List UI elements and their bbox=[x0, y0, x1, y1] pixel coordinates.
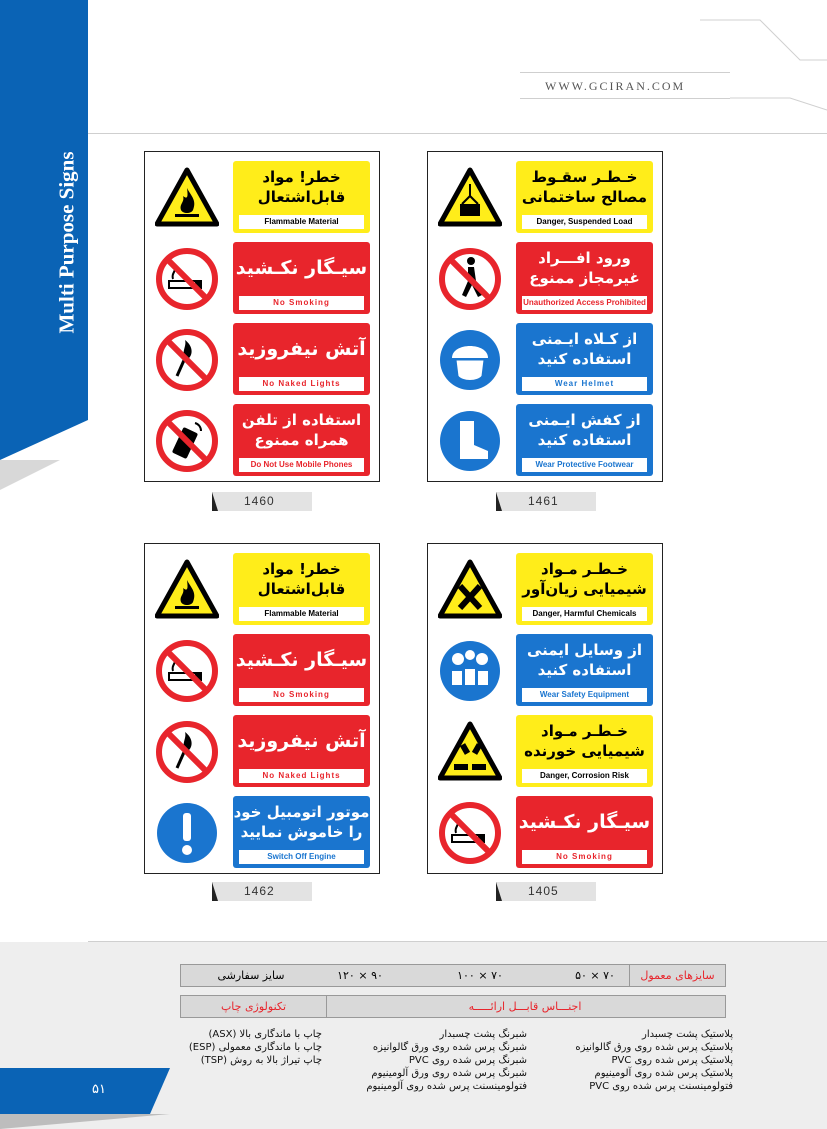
code-marker bbox=[212, 492, 218, 511]
sidebar-band-tip bbox=[0, 420, 88, 460]
sidebar-title: Multi Purpose Signs bbox=[54, 151, 79, 334]
panel-yellow bbox=[233, 553, 370, 625]
code-marker bbox=[496, 882, 502, 901]
panel-blue bbox=[516, 634, 653, 706]
wear-safety-boots-icon bbox=[438, 409, 502, 473]
harmful-chemical-warning-icon bbox=[438, 558, 502, 622]
list-item: پلاستیک پرس شده روی ورق گالوانیزه bbox=[575, 1042, 733, 1053]
list-item: پلاستیک پرس شده روی آلومینیوم bbox=[594, 1068, 733, 1079]
sign-text-fa: از کفش ایـمنی استفاده کنید bbox=[528, 411, 641, 449]
materials-list-reflective bbox=[337, 1028, 527, 1093]
sign-text-fa: استفاده از تلفن همراه ممنوع bbox=[241, 411, 362, 449]
sign-text-en: Flammable Material bbox=[239, 607, 364, 621]
sign-row bbox=[153, 715, 373, 787]
list-item: شبرنگ پرس شده روی PVC bbox=[408, 1055, 527, 1066]
panel-yellow bbox=[516, 715, 653, 787]
sign-row bbox=[153, 242, 373, 314]
sign-text-fa: موتور اتومبیل خود را خاموش نمایید bbox=[233, 803, 370, 841]
sign-row bbox=[436, 715, 656, 787]
sign-text-en: Danger, Harmful Chemicals bbox=[522, 607, 647, 621]
sign-text-en: Wear Protective Footwear bbox=[522, 458, 647, 472]
sign-text-en: Unauthorized Access Prohibited bbox=[522, 296, 647, 310]
sign-text-fa: سیـگار نکـشید bbox=[235, 257, 368, 279]
sign-text-en: Switch Off Engine bbox=[239, 850, 364, 864]
product-code-tab bbox=[212, 882, 312, 901]
no-pedestrian-icon bbox=[438, 247, 502, 311]
sign-text-en: Danger, Suspended Load bbox=[522, 215, 647, 229]
product-code-tab bbox=[496, 882, 596, 901]
sign-text-fa: ورود افـــراد غیرمجاز ممنوع bbox=[529, 249, 640, 287]
no-open-flame-icon bbox=[155, 720, 219, 784]
panel-red bbox=[233, 634, 370, 706]
panel-red bbox=[233, 404, 370, 476]
panel-yellow bbox=[516, 553, 653, 625]
sign-text-fa: خـطـر مـواد شیمیایی خورنده bbox=[524, 722, 645, 760]
sign-row bbox=[153, 796, 373, 868]
sign-text-fa: خطر! مواد قابل‌اشتعال bbox=[257, 168, 346, 206]
panel-red bbox=[233, 323, 370, 395]
custom-size-label: سایز سفارشی bbox=[217, 969, 285, 982]
sign-1461 bbox=[427, 151, 663, 482]
panel-blue bbox=[233, 796, 370, 868]
list-item: چاپ با ماندگاری بالا (ASX) bbox=[208, 1029, 322, 1040]
header-rule bbox=[520, 72, 730, 73]
materials-header-row bbox=[180, 995, 726, 1018]
panel-blue bbox=[516, 404, 653, 476]
page-number-badge bbox=[0, 1068, 150, 1114]
sign-text-en: No Naked Lights bbox=[239, 377, 364, 391]
list-item: شبرنگ پرس شده روی ورق آلومینیوم bbox=[371, 1068, 527, 1079]
sign-text-fa: آتش نیفروزید bbox=[237, 730, 366, 752]
no-open-flame-icon bbox=[155, 328, 219, 392]
sidebar-shadow bbox=[0, 460, 60, 490]
panel-yellow bbox=[516, 161, 653, 233]
corrosive-warning-icon bbox=[438, 720, 502, 784]
sizes-row bbox=[180, 964, 726, 987]
sign-1405 bbox=[427, 543, 663, 874]
sign-text-fa: آتش نیفروزید bbox=[237, 338, 366, 360]
list-item: شبرنگ پرس شده روی ورق گالوانیزه bbox=[372, 1042, 527, 1053]
sign-text-en: No Naked Lights bbox=[239, 769, 364, 783]
code-marker bbox=[212, 882, 218, 901]
code-marker bbox=[496, 492, 502, 511]
materials-list-plastic bbox=[543, 1028, 733, 1093]
product-code: 1460 bbox=[244, 494, 275, 508]
sign-row bbox=[436, 323, 656, 395]
flammable-warning-icon bbox=[155, 558, 219, 622]
sign-row bbox=[436, 553, 656, 625]
header-rule-lower bbox=[520, 98, 730, 99]
sign-row bbox=[153, 323, 373, 395]
sign-row bbox=[153, 634, 373, 706]
wear-helmet-icon bbox=[438, 328, 502, 392]
safety-equipment-icon bbox=[438, 639, 502, 703]
header-decoration bbox=[700, 0, 827, 133]
list-item: فتولومینسنت پرس شده روی آلومینیوم bbox=[366, 1081, 527, 1092]
list-item: چاپ تیراژ بالا به روش (TSP) bbox=[200, 1055, 322, 1066]
sign-row bbox=[436, 161, 656, 233]
no-smoking-icon bbox=[155, 639, 219, 703]
panel-red bbox=[233, 715, 370, 787]
panel-red bbox=[233, 242, 370, 314]
size-option: ۹۰ × ۱۲۰ bbox=[337, 969, 383, 982]
panel-red bbox=[516, 242, 653, 314]
sign-text-fa: خـطـر مـواد شیمیایی زیان‌آور bbox=[522, 560, 647, 598]
website-url: WWW.GCIRAN.COM bbox=[545, 79, 686, 93]
sign-text-fa: سیـگار نکـشید bbox=[235, 649, 368, 671]
no-smoking-icon bbox=[438, 801, 502, 865]
sign-1462 bbox=[144, 543, 380, 874]
flammable-warning-icon bbox=[155, 166, 219, 230]
sign-row bbox=[436, 796, 656, 868]
sign-text-en: No Smoking bbox=[522, 850, 647, 864]
sign-text-fa: از کـلاه ایـمنی استفاده کنید bbox=[531, 330, 638, 368]
page-number: ۵۱ bbox=[92, 1082, 106, 1097]
print-tech-label: تکنولوژی چاپ bbox=[181, 996, 327, 1017]
sign-text-en: Danger, Corrosion Risk bbox=[522, 769, 647, 783]
sign-row bbox=[153, 553, 373, 625]
sign-row bbox=[436, 634, 656, 706]
no-mobile-phone-icon bbox=[155, 409, 219, 473]
page-shadow bbox=[0, 1114, 170, 1129]
suspended-load-warning-icon bbox=[438, 166, 502, 230]
sign-row bbox=[153, 404, 373, 476]
no-smoking-icon bbox=[155, 247, 219, 311]
list-item: چاپ با ماندگاری معمولی (ESP) bbox=[188, 1042, 322, 1053]
product-code: 1461 bbox=[528, 494, 559, 508]
sign-row bbox=[153, 161, 373, 233]
size-option: ۷۰ × ۵۰ bbox=[575, 969, 615, 982]
list-item: پلاستیک پشت چسبدار bbox=[642, 1029, 733, 1040]
sizes-label: سایزهای معمول bbox=[629, 965, 725, 986]
size-option: ۷۰ × ۱۰۰ bbox=[457, 969, 503, 982]
product-code-tab bbox=[496, 492, 596, 511]
panel-red bbox=[516, 796, 653, 868]
panel-yellow bbox=[233, 161, 370, 233]
sign-1460 bbox=[144, 151, 380, 482]
print-methods-list bbox=[172, 1028, 322, 1067]
sign-text-en: No Smoking bbox=[239, 296, 364, 310]
product-code: 1405 bbox=[528, 884, 559, 898]
list-item: فتولومینسنت پرس شده روی PVC bbox=[589, 1081, 733, 1092]
sign-text-en: Do Not Use Mobile Phones bbox=[239, 458, 364, 472]
sign-text-fa: از وسایل ایمنی استفاده کنید bbox=[526, 641, 643, 679]
sign-row bbox=[436, 242, 656, 314]
sign-text-fa: سیـگار نکـشید bbox=[518, 811, 651, 833]
panel-blue bbox=[516, 323, 653, 395]
sign-text-en: No Smoking bbox=[239, 688, 364, 702]
sign-text-fa: خـطـر سقـوط مصالح ساختمانی bbox=[521, 168, 648, 206]
exclamation-mandatory-icon bbox=[155, 801, 219, 865]
product-code-tab bbox=[212, 492, 312, 511]
sign-text-en: Flammable Material bbox=[239, 215, 364, 229]
sign-text-fa: خطر! مواد قابل‌اشتعال bbox=[257, 560, 346, 598]
product-code: 1462 bbox=[244, 884, 275, 898]
materials-label: اجنـــاس قابـــل ارائـــــه bbox=[468, 1000, 582, 1013]
list-item: پلاستیک پرس شده روی PVC bbox=[611, 1055, 733, 1066]
sign-row bbox=[436, 404, 656, 476]
list-item: شبرنگ پشت چسبدار bbox=[439, 1029, 527, 1040]
page-number-tip bbox=[150, 1068, 170, 1114]
sign-text-en: Wear Helmet bbox=[522, 377, 647, 391]
sign-text-en: Wear Safety Equipment bbox=[522, 688, 647, 702]
